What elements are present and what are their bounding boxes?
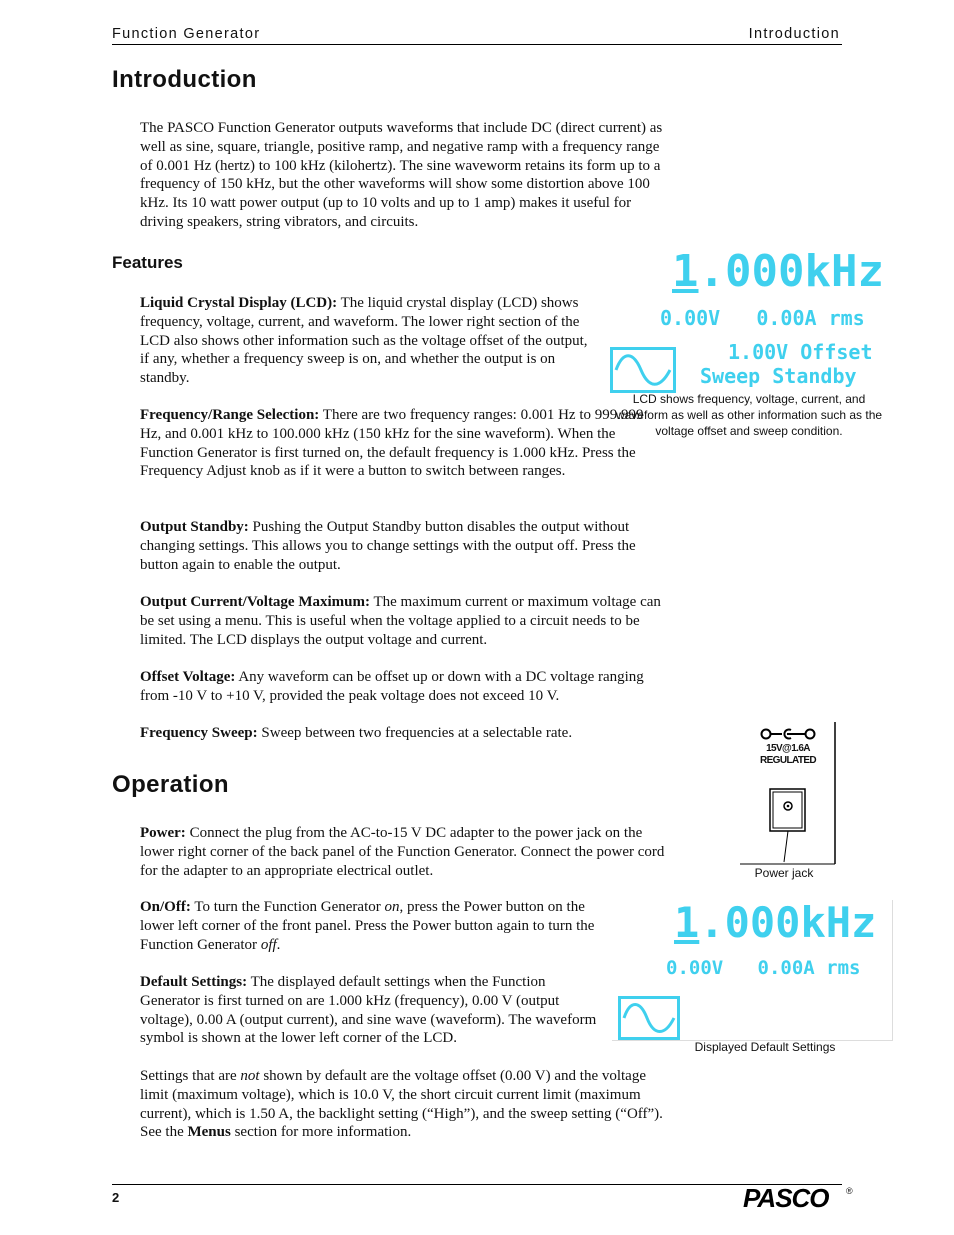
feature-standby-text: Pushing the Output Standby button disables the output without changing settings. This allows you to change settings with the output off. Press the button again to enable the output. <box>140 519 636 573</box>
lcd-figure-default <box>612 900 893 1041</box>
operation-onoff-text3: . <box>276 936 281 953</box>
feature-offset <box>140 668 672 706</box>
feature-maximum-label: Output Current/Voltage Maximum: <box>140 594 370 610</box>
feature-lcd-label: Liquid Crystal Display (LCD): <box>140 295 338 311</box>
operation-onoff <box>140 898 605 954</box>
features-heading: Features <box>112 253 183 272</box>
lcd-default-frequency <box>674 900 876 946</box>
operation-notdefault-text2: shown by default are the voltage offset (0.00 V) and the voltage limit (maximum voltage), which is 10.0 V, the short circuit current limit (maximum current), which is 1.50 A, the backlight setting (“High”), and the sweep setting (“Off”). See the <box>140 1068 663 1141</box>
operation-onoff-text2: , press the Power button on the lower left corner of the front panel. Press the Power button again to turn the Function Generator <box>140 899 595 953</box>
lcd-frequency-digit: 1 <box>672 246 699 297</box>
power-jack-figure <box>738 720 844 866</box>
feature-frequency-label: Frequency/Range Selection: <box>140 407 320 423</box>
lcd-default-frequency-digit: 1 <box>674 898 700 947</box>
feature-sweep-label: Frequency Sweep: <box>140 725 258 741</box>
lcd-caption: LCD shows frequency, voltage, current, and waveform as well as other information such as the voltage offset and sweep condition. <box>615 392 883 438</box>
operation-defaults-text: The displayed default settings when the Function Generator is first turned on are 1.000 kHz (frequency), 0.00 V (output voltage), 0.00 A (output current), and sine wave (waveform). The waveform symbol is shown at the lower left corner of the LCD. <box>140 974 597 1047</box>
operation-defaults <box>140 973 602 1048</box>
jack-regulated-label: REGULATED <box>759 755 817 766</box>
feature-frequency <box>140 406 660 481</box>
feature-offset-label: Offset Voltage: <box>140 669 236 685</box>
feature-sweep-text: Sweep between two frequencies at a selectable rate. <box>261 725 573 741</box>
operation-not-default <box>140 1067 675 1142</box>
feature-standby <box>140 518 672 574</box>
operation-defaults-label: Default Settings: <box>140 974 248 990</box>
running-header-right: Introduction <box>748 26 840 42</box>
feature-lcd-text: The liquid crystal display (LCD) shows frequency, voltage, current, and waveform. The lower right section of the LCD also shows other information such as the voltage offset of the output, if any, whether a frequency sweep is on, and whether the output is on standby. <box>140 295 588 387</box>
feature-offset-text: Any waveform can be offset up or down with a DC voltage ranging from -10 V to +10 V, provided the peak voltage does not exceed 10 V. <box>140 669 644 704</box>
lcd-sweep-standby: Sweep Standby <box>700 364 857 388</box>
operation-notdefault-menus: Menus <box>187 1124 231 1141</box>
operation-notdefault-text1: Settings that are <box>140 1068 237 1084</box>
registered-mark: ® <box>846 1186 853 1196</box>
operation-notdefault-text3: section for more information. <box>234 1124 412 1141</box>
default-settings-caption: Displayed Default Settings <box>694 1040 836 1054</box>
operation-power-label: Power: <box>140 825 186 841</box>
operation-onoff-text1: To turn the Function Generator <box>194 899 381 915</box>
feature-standby-label: Output Standby: <box>140 519 249 535</box>
operation-onoff-label: On/Off: <box>140 899 191 915</box>
sine-wave-icon <box>610 347 676 393</box>
lcd-offset: 1.00V Offset <box>728 340 873 364</box>
feature-frequency-text: There are two frequency ranges: 0.001 Hz to 999.999 Hz, and 0.001 kHz to 100.000 kHz (150 kHz for the sine waveform). When the Function Generator is first turned on, the default frequency is 1.000 kHz. Press the Frequency Adjust knob as if it were a button to switch between ranges. <box>140 407 644 480</box>
introduction-heading: Introduction <box>112 66 257 93</box>
header-rule <box>112 44 842 45</box>
lcd-default-voltage-current: 0.00V 0.00A rms <box>666 957 861 979</box>
operation-onoff-on: on <box>384 899 400 915</box>
default-sine-wave-icon <box>618 996 680 1040</box>
lcd-frequency <box>672 248 884 296</box>
running-header-left: Function Generator <box>112 26 261 42</box>
pasco-logo: PASCO <box>743 1183 829 1213</box>
operation-power-text: Connect the plug from the AC-to-15 V DC adapter to the power jack on the lower right corner of the back panel of the Function Generator. Connect the power cord for the adapter to an appropriate electrical outlet. <box>140 825 665 879</box>
feature-maximum <box>140 593 672 649</box>
introduction-paragraph: The PASCO Function Generator outputs waveforms that include DC (direct current) as well as sine, square, triangle, positive ramp, and negative ramp with a frequency range of 0.001 Hz (hertz) to 100 kHz (kilohertz). The sine waveworm retains its form up to a frequency of 150 kHz, but the other waveforms will show some distortion above 100 kHz. Its 10 watt power output (up to 10 volts and up to 1 amp) makes it useful for driving speakers, string vibrators, and circuits. <box>140 120 663 230</box>
lcd-voltage-current: 0.00V 0.00A rms <box>660 306 865 330</box>
lcd-default-frequency-rest: .000kHz <box>699 898 877 947</box>
feature-sweep <box>140 724 672 743</box>
feature-lcd <box>140 294 600 388</box>
operation-power <box>140 824 672 880</box>
jack-rating-label: 15V@1.6A <box>766 743 810 754</box>
operation-onoff-off: off <box>260 936 277 953</box>
lcd-frequency-rest: .000kHz <box>698 246 884 297</box>
power-jack-diagram <box>738 720 844 866</box>
page-number: 2 <box>112 1190 120 1205</box>
feature-maximum-text: The maximum current or maximum voltage can be set using a menu. This is useful when the voltage applied to a circuit needs to be limited. The LCD displays the output voltage and current. <box>140 594 661 648</box>
operation-heading: Operation <box>112 771 229 798</box>
lcd-figure-full <box>608 248 898 398</box>
power-jack-caption: Power jack <box>754 866 814 880</box>
operation-notdefault-not: not <box>240 1068 260 1084</box>
footer-rule <box>112 1184 842 1185</box>
